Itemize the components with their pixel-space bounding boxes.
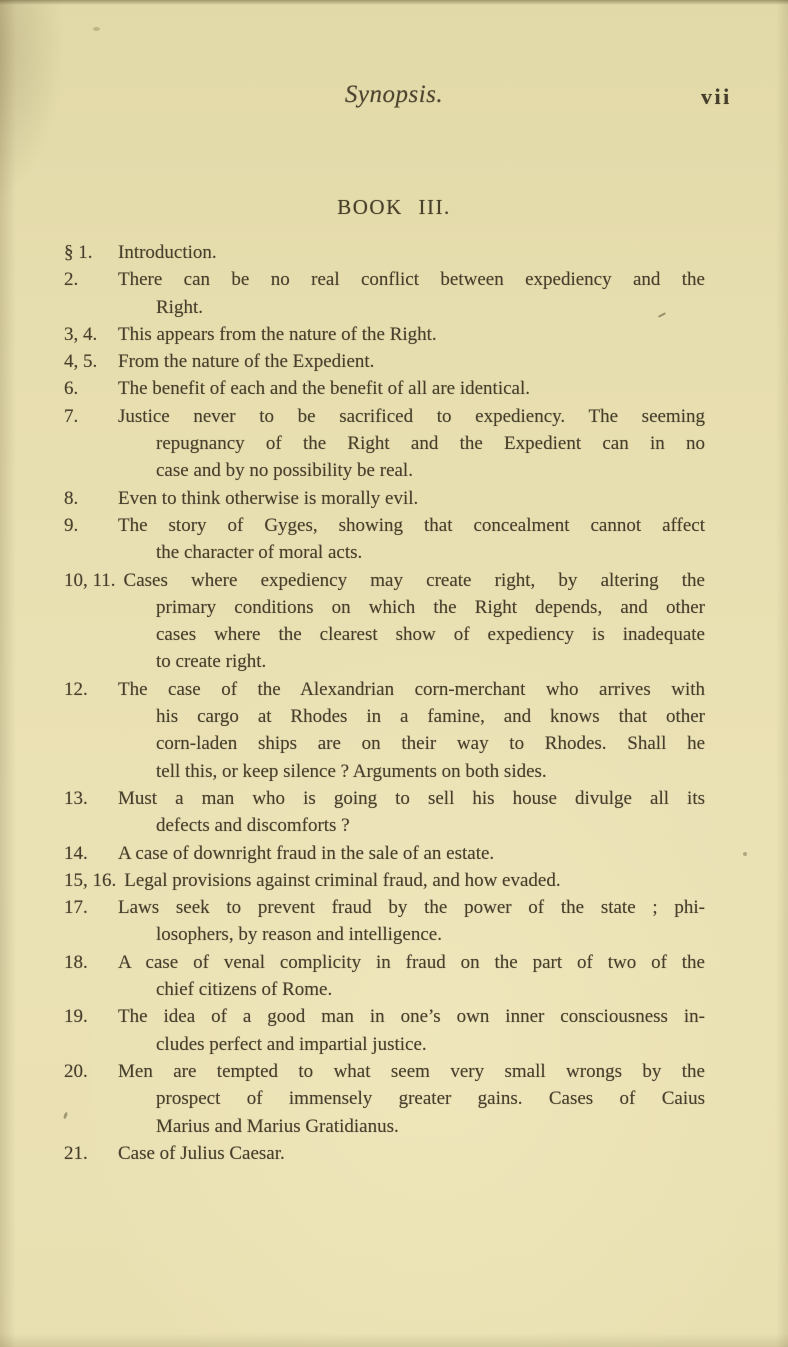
- item-first-line: [64, 485, 705, 512]
- item-text: Laws seek to prevent fraud by the power of the state ; phi-: [118, 897, 705, 919]
- item-number: 14.: [64, 842, 88, 864]
- item-number: 19.: [64, 1006, 88, 1028]
- item-first-line: [64, 785, 705, 812]
- synopsis-item: [64, 1140, 705, 1167]
- item-text: The benefit of each and the benefit of all are identical.: [118, 378, 530, 400]
- item-first-line: [64, 676, 705, 703]
- item-text: Case of Julius Caesar.: [118, 1142, 285, 1164]
- item-text: Justice never to be sacrificed to expediency. The seeming: [118, 405, 705, 427]
- item-first-line: [64, 1003, 705, 1030]
- ink-speck: [743, 852, 747, 856]
- synopsis-item: [64, 867, 705, 894]
- item-continuation-line: cludes perfect and impartial justice.: [156, 1033, 427, 1055]
- item-text: Men are tempted to what seem very small wrongs by the: [118, 1060, 705, 1082]
- synopsis-item: [64, 840, 705, 867]
- item-number: 2.: [64, 269, 79, 291]
- synopsis-item: [64, 403, 705, 485]
- synopsis-item: [64, 1003, 705, 1058]
- item-number: 6.: [64, 378, 79, 400]
- item-continuation-line: to create right.: [156, 651, 267, 673]
- item-text: Introduction.: [118, 242, 217, 263]
- item-number: 18.: [64, 951, 88, 973]
- item-text: The story of Gyges, showing that concealment cannot affect: [118, 514, 705, 536]
- item-first-line: [64, 1140, 705, 1167]
- item-text: Even to think otherwise is morally evil.: [118, 487, 419, 509]
- item-number: 20.: [64, 1060, 88, 1082]
- item-number: 3, 4.: [64, 323, 98, 345]
- item-number: 13.: [64, 787, 88, 809]
- synopsis-item: [64, 785, 705, 840]
- synopsis-item: [64, 348, 705, 375]
- synopsis-item: [64, 949, 705, 1004]
- page-number: vii: [701, 84, 732, 109]
- item-continuation-line: cases where the clearest show of expediency is inadequate: [156, 624, 705, 646]
- item-number: 4, 5.: [64, 351, 98, 373]
- item-text: Legal provisions against criminal fraud, and how evaded.: [124, 869, 561, 891]
- item-text: The case of the Alexandrian corn-merchant who arrives with: [118, 678, 705, 700]
- ink-speck: [93, 27, 100, 31]
- item-text: From the nature of the Expedient.: [118, 351, 375, 373]
- item-number: 8.: [64, 487, 79, 509]
- synopsis-item: [64, 512, 705, 567]
- item-number: § 1.: [64, 242, 93, 263]
- synopsis-item: [64, 894, 705, 949]
- item-text: There can be no real conflict between expediency and the: [118, 269, 705, 291]
- item-continuation-line: corn-laden ships are on their way to Rhodes. Shall he: [156, 733, 705, 755]
- item-continuation-line: repugnancy of the Right and the Expedient can in no: [156, 433, 705, 455]
- synopsis-item: [64, 485, 705, 512]
- item-first-line: [64, 567, 705, 594]
- item-first-line: [64, 867, 705, 894]
- item-text: This appears from the nature of the Right.: [118, 323, 437, 345]
- item-first-line: [64, 512, 705, 539]
- item-first-line: [64, 949, 705, 976]
- item-continuation-line: defects and discomforts ?: [156, 815, 350, 837]
- item-text: A case of downright fraud in the sale of an estate.: [118, 842, 495, 864]
- item-first-line: [64, 403, 705, 430]
- item-first-line: [64, 840, 705, 867]
- running-title: Synopsis.: [344, 81, 444, 108]
- item-first-line: [64, 266, 705, 293]
- item-first-line: [64, 375, 705, 402]
- item-continuation-line: prospect of immensely greater gains. Cases of Caius: [156, 1088, 705, 1110]
- item-continuation-line: chief citizens of Rome.: [156, 979, 333, 1001]
- item-number: 7.: [64, 405, 79, 427]
- item-continuation-line: Marius and Marius Gratidianus.: [156, 1115, 399, 1137]
- item-continuation-line: his cargo at Rhodes in a famine, and knows that other: [156, 706, 705, 728]
- item-first-line: [64, 348, 705, 375]
- book-heading: BOOK III.: [337, 195, 451, 219]
- synopsis-item: [64, 266, 705, 321]
- synopsis-item: [64, 239, 705, 266]
- item-number: 21.: [64, 1142, 88, 1164]
- synopsis-item: [64, 1058, 705, 1140]
- item-number: 17.: [64, 897, 88, 919]
- item-number: 10, 11.: [64, 569, 116, 591]
- synopsis-item: [64, 375, 705, 402]
- item-continuation-line: the character of moral acts.: [156, 542, 363, 564]
- item-continuation-line: case and by no possibility be real.: [156, 460, 413, 482]
- item-text: The idea of a good man in one’s own inner consciousness in-: [118, 1006, 705, 1028]
- item-first-line: [64, 1058, 705, 1085]
- synopsis-list: [64, 239, 705, 1167]
- item-number: 15, 16.: [64, 869, 117, 891]
- item-continuation-line: Right.: [156, 296, 203, 318]
- item-first-line: [64, 239, 705, 266]
- item-first-line: [64, 321, 705, 348]
- item-text: Cases where expediency may create right, by altering the: [123, 569, 705, 591]
- synopsis-item: [64, 567, 705, 676]
- item-continuation-line: primary conditions on which the Right depends, and other: [156, 596, 705, 618]
- item-text: Must a man who is going to sell his house divulge all its: [118, 787, 705, 809]
- synopsis-item: [64, 321, 705, 348]
- item-continuation-line: tell this, or keep silence ? Arguments on both sides.: [156, 760, 547, 782]
- item-continuation-line: losophers, by reason and intelligence.: [156, 924, 442, 946]
- item-number: 9.: [64, 514, 79, 536]
- synopsis-item: [64, 676, 705, 785]
- item-first-line: [64, 894, 705, 921]
- item-number: 12.: [64, 678, 88, 700]
- item-text: A case of venal complicity in fraud on the part of two of the: [118, 951, 705, 973]
